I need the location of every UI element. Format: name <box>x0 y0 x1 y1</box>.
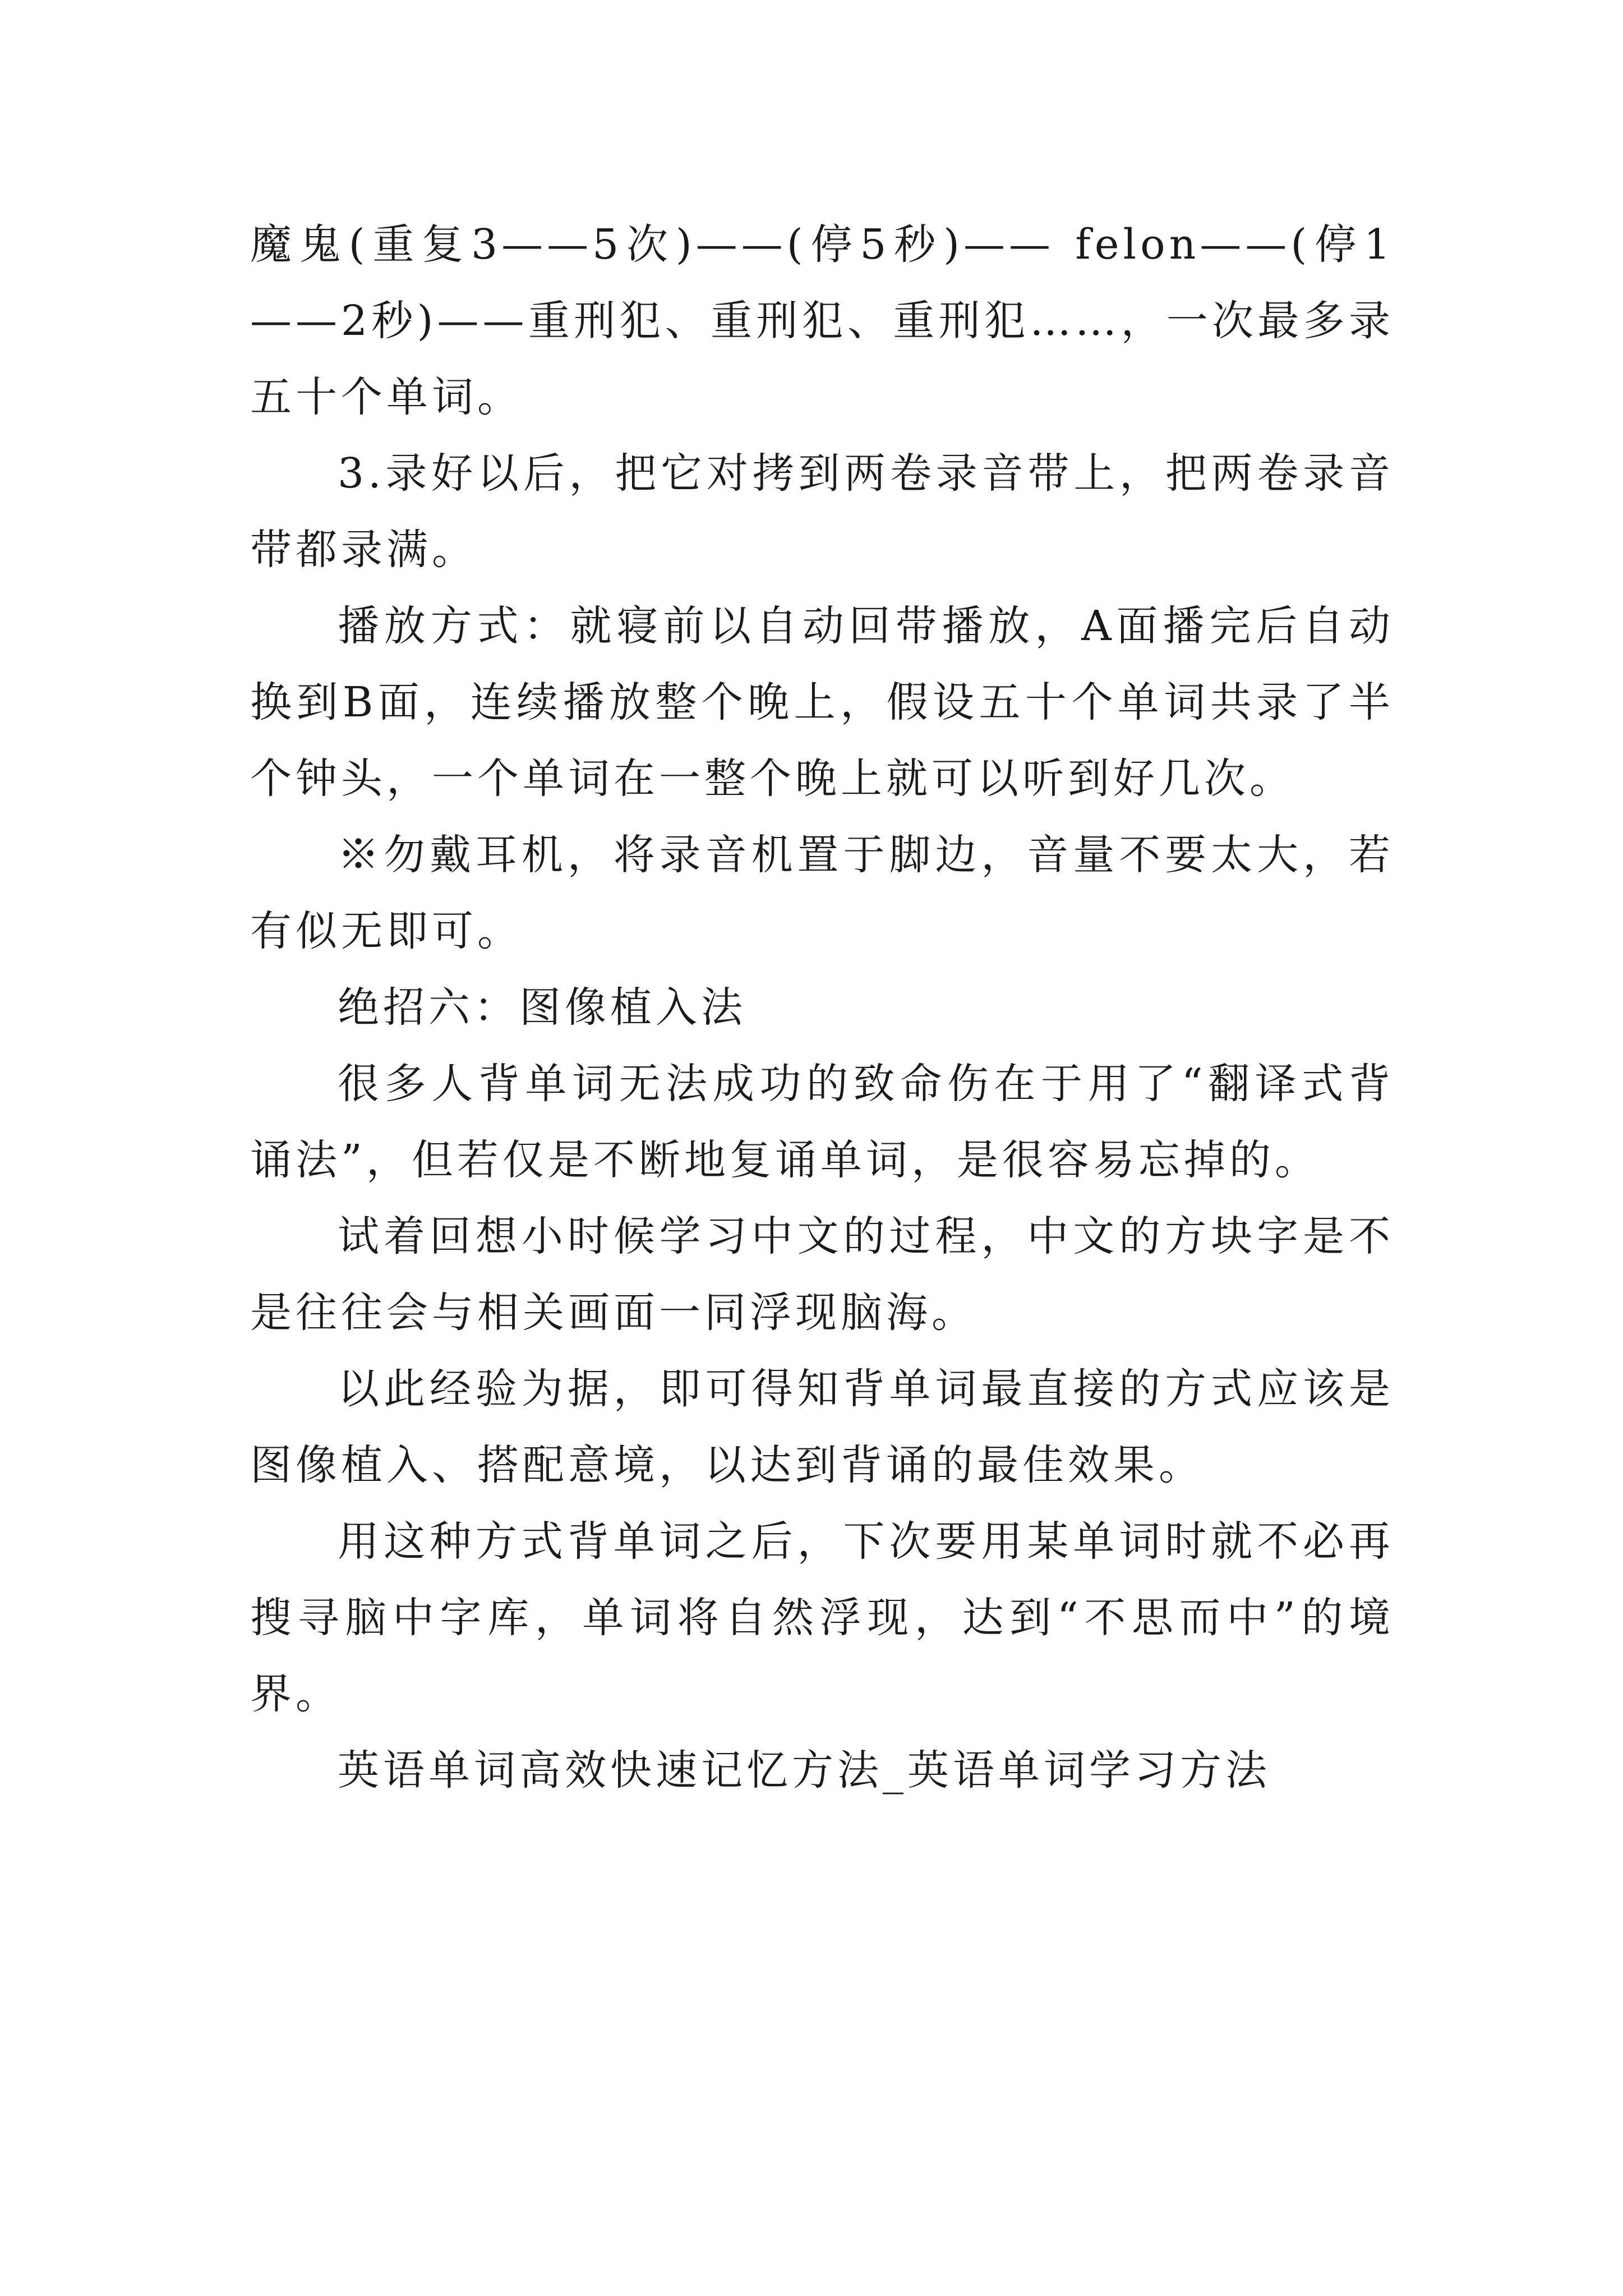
paragraph-translation-method: 很多人背单词无法成功的致命伤在于用了“翻译式背诵法”，但若仅是不断地复诵单词，是很容易忘掉的。 <box>250 1060 1394 1184</box>
paragraph-childhood-chinese: 试着回想小时候学习中文的过程，中文的方块字是不是往往会与相关画面一同浮现脑海。 <box>250 1212 1394 1337</box>
section-heading-method-six: 绝招六：图像植入法 <box>338 983 746 1032</box>
paragraph-closing-title: 英语单词高效快速记忆方法_英语单词学习方法 <box>338 1746 1271 1795</box>
document-body <box>250 206 1394 1809</box>
paragraph-playback-method: 播放方式：就寝前以自动回带播放，A面播完后自动换到B面，连续播放整个晚上，假设五十个单词共录了半个钟头，一个单词在一整个晚上就可以听到好几次。 <box>250 602 1394 803</box>
paragraph-note-earphones: ※勿戴耳机，将录音机置于脚边，音量不要太大，若有似无即可。 <box>250 831 1394 955</box>
paragraph-image-implant: 以此经验为据，即可得知背单词最直接的方式应该是图像植入、搭配意境，以达到背诵的最佳效果。 <box>250 1365 1394 1489</box>
paragraph-recording-sequence: 魔鬼(重复3——5次)——(停5秒)—— felon——(停1——2秒)——重刑犯、重刑犯、重刑犯……，一次最多录五十个单词。 <box>250 220 1394 421</box>
paragraph-natural-recall: 用这种方式背单词之后，下次要用某单词时就不必再搜寻脑中字库，单词将自然浮现，达到“不思而中”的境界。 <box>250 1517 1394 1718</box>
paragraph-copy-tapes: 3.录好以后，把它对拷到两卷录音带上，把两卷录音带都录满。 <box>250 449 1394 574</box>
